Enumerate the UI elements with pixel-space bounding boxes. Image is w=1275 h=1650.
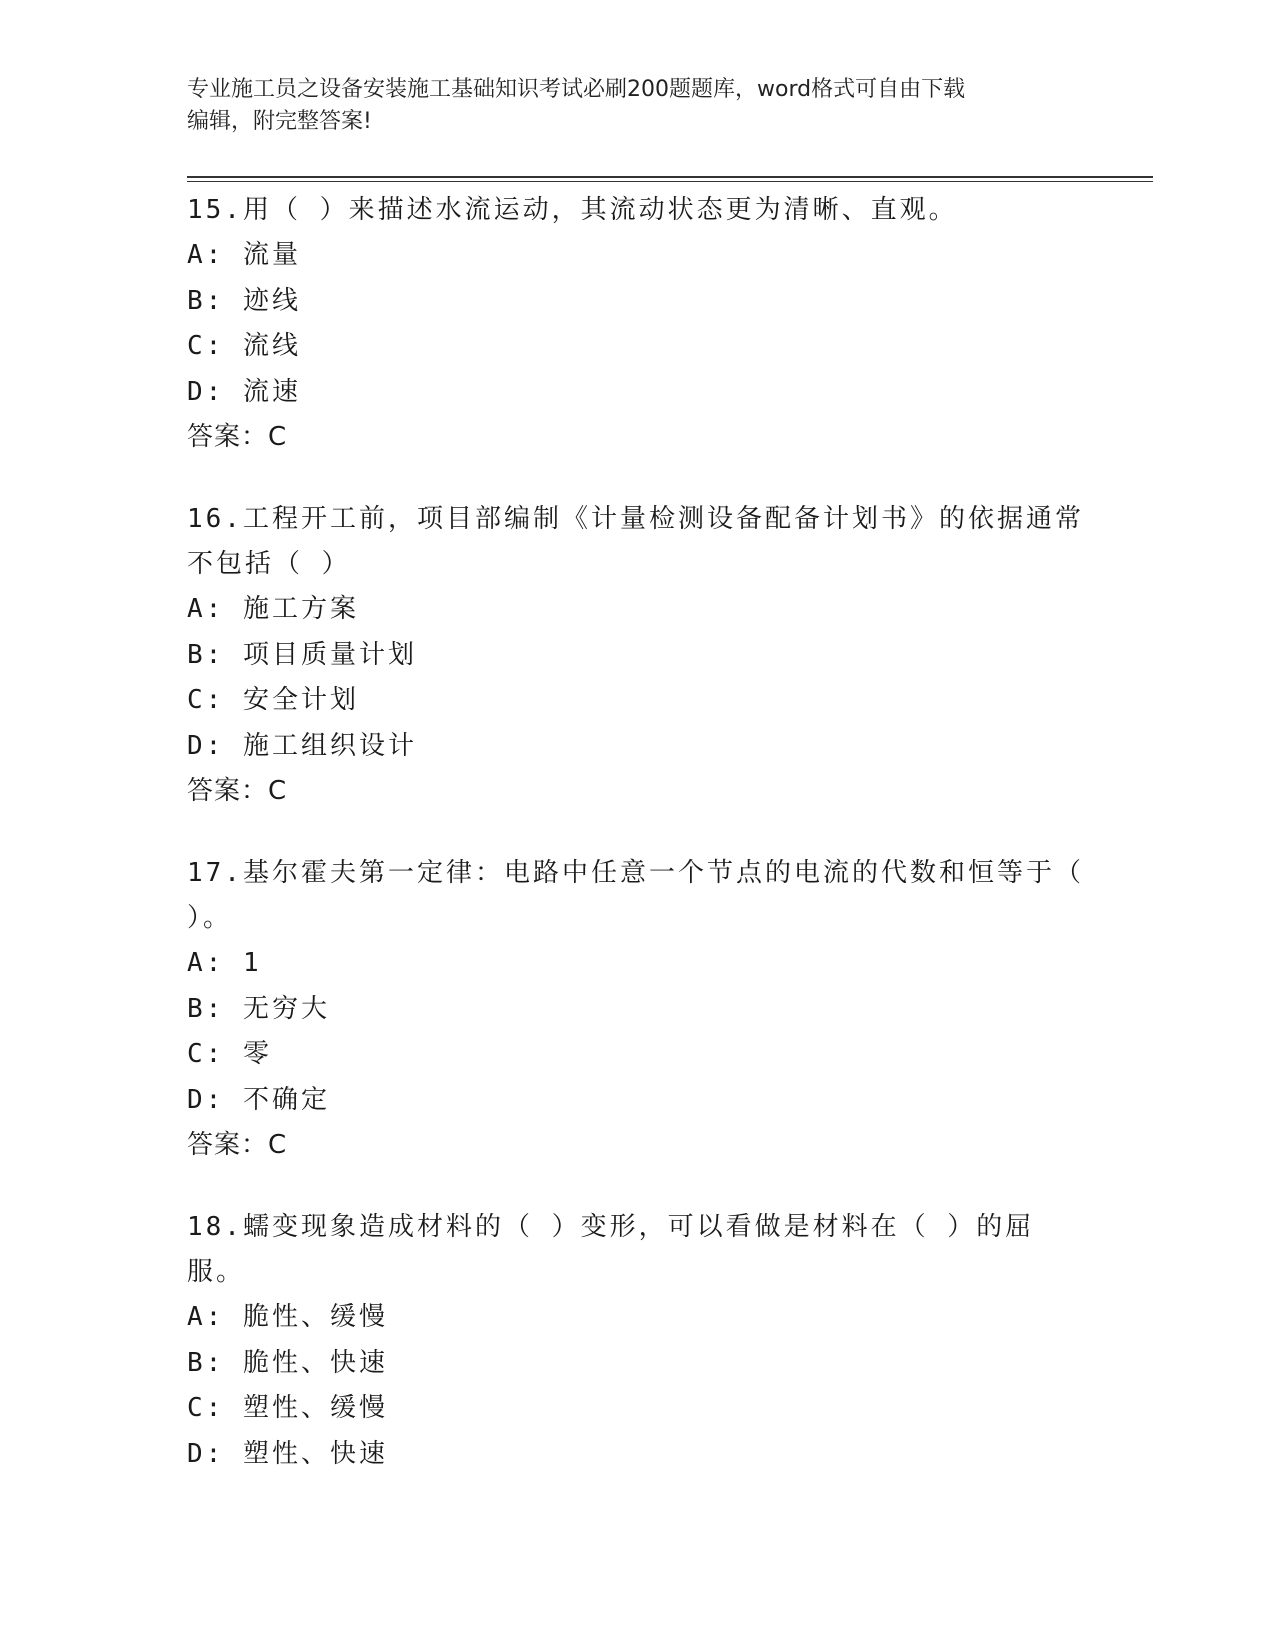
- question-15: [187, 188, 1087, 460]
- option-c: C: 安全计划: [187, 685, 359, 715]
- option-d: D: 塑性、快速: [187, 1438, 388, 1469]
- option-a: A: 脆性、缓慢: [187, 1302, 388, 1332]
- header-divider-thick: [187, 176, 1153, 178]
- question-stem: 15.用（ ）来描述水流运动，其流动状态更为清晰、直观。: [187, 195, 958, 225]
- question-list: [187, 188, 1087, 1514]
- question-stem: 18.蠕变现象造成材料的（ ）变形，可以看做是材料在（ ）的屈服。: [187, 1212, 1035, 1287]
- question-stem: 16.工程开工前，项目部编制《计量检测设备配备计划书》的依据通常: [187, 504, 1084, 534]
- option-b: B: 脆性、快速: [187, 1347, 388, 1378]
- header-divider-thin: [187, 181, 1153, 182]
- option-b: B: 迹线: [187, 285, 301, 316]
- option-c: C: 塑性、缓慢: [187, 1393, 388, 1423]
- question-stem: 17.基尔霍夫第一定律：电路中任意一个节点的电流的代数和恒等于（: [187, 858, 1084, 888]
- option-d: D: 不确定: [187, 1084, 330, 1115]
- option-b: B: 无穷大: [187, 993, 330, 1024]
- question-17: [187, 851, 1087, 1168]
- option-a: A: 施工方案: [187, 594, 359, 624]
- answer-line: 答案：C: [187, 1130, 288, 1160]
- question-18: [187, 1205, 1087, 1477]
- option-a: A: 1: [187, 948, 262, 978]
- answer-line: 答案：C: [187, 422, 288, 452]
- option-a: A: 流量: [187, 240, 301, 270]
- header-title-line-1: 专业施工员之设备安装施工基础知识考试必刷200题题库，word格式可自由下载: [187, 77, 966, 102]
- question-16: [187, 497, 1087, 814]
- option-c: C: 流线: [187, 331, 301, 361]
- header-title-line-2: 编辑，附完整答案!: [187, 109, 372, 134]
- document-header: [187, 74, 1087, 138]
- question-stem-continued: 不包括（ ）: [187, 549, 351, 579]
- option-d: D: 流速: [187, 376, 301, 407]
- question-stem-continued: ）。: [187, 903, 233, 933]
- option-b: B: 项目质量计划: [187, 639, 417, 670]
- answer-line: 答案：C: [187, 776, 288, 806]
- option-d: D: 施工组织设计: [187, 730, 417, 761]
- option-c: C: 零: [187, 1039, 272, 1069]
